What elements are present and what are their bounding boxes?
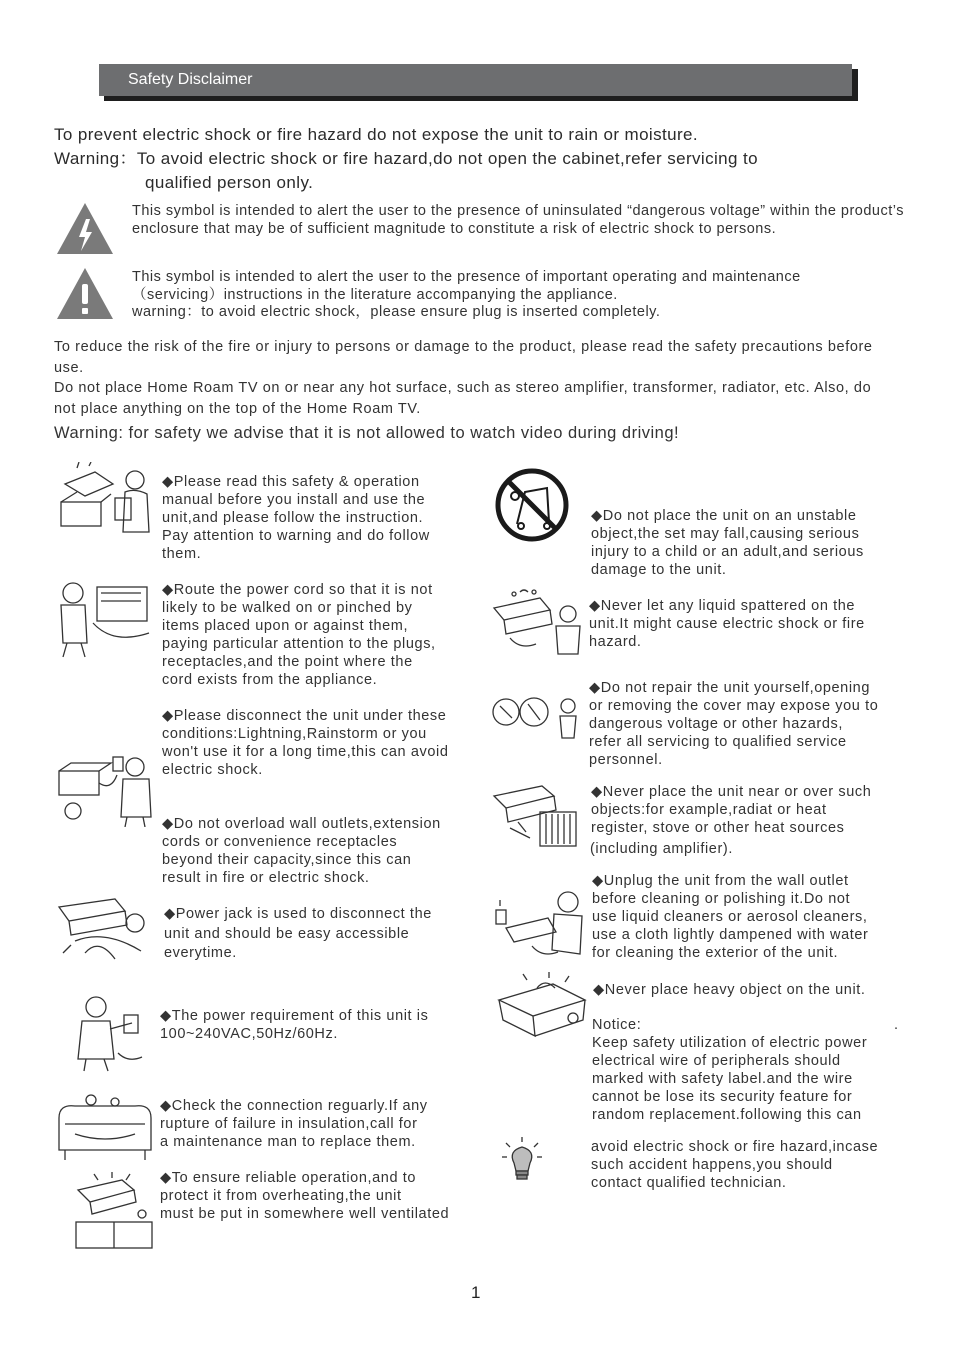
intro-line-1: To prevent electric shock or fire hazard do not expose the unit to rain or moisture.: [54, 125, 699, 144]
section-title: Safety Disclaimer: [128, 71, 253, 88]
general-paragraph-2: Do not place Home Roam TV on or near any hot surface, such as stereo amplifier, transformer, radiator, etc. Also, do not place anything on the top of the Home Roam TV.: [54, 380, 872, 417]
left-item-disconnect: ◆Please disconnect the unit under these conditions:Lightning,Rainstorm or you won't use it for a long time,this can avoid electric shock.: [162, 708, 449, 778]
right-item-liquid: ◆Never let any liquid spattered on the unit.It might cause electric shock or fire hazard.: [589, 598, 865, 650]
notice-text-2: avoid electric shock or fire hazard,incase such accident happens,you should contact qualified technician.: [591, 1139, 879, 1191]
left-item-power-requirement: ◆The power requirement of this unit is 100~240VAC,50Hz/60Hz.: [160, 1008, 429, 1042]
left-item-read-manual: ◆Please read this safety & operation manual before you install and use the unit,and please follow the instruction. Pay attention to warning and do follow them.: [162, 474, 430, 562]
left-item-check-connection: ◆Check the connection reguarly.If any rupture of failure in insulation,call for a maintenance man to replace them.: [160, 1098, 428, 1150]
light-bulb-icon: [500, 1137, 545, 1187]
right-item-cleaning: ◆Unplug the unit from the wall outlet before cleaning or polishing it.Do not use liquid cleaners or aerosol cleaners, use a cloth lightly dampened with water for cleaning the exterior of the unit.: [592, 873, 869, 961]
right-item-heat-amplifier: (including amplifier).: [590, 841, 733, 857]
unstable-cart-prohibited-icon: [493, 466, 571, 544]
exclamation-symbol-line-3: warning：to avoid electric shock，please ensure plug is inserted completely.: [132, 304, 661, 320]
page-number: 1: [471, 1283, 481, 1302]
exclamation-warning-icon: [55, 266, 115, 321]
liquid-spill-illustration: [490, 588, 585, 658]
ventilation-illustration: [72, 1172, 157, 1252]
power-cord-illustration: [53, 573, 155, 658]
notice-dot: .: [894, 1017, 899, 1033]
notice-text-1: Keep safety utilization of electric power electrical wire of peripherals should marked with safety label.and the wire cannot be lose its security feature for random replacement.following this can: [592, 1035, 868, 1123]
left-item-power-cord: ◆Route the power cord so that it is not likely to be walked on or pinched by items placed upon or against them, paying particular attention to the plugs, receptacles,and the point where the cord exists from the appliance.: [162, 582, 436, 688]
right-item-unstable: ◆Do not place the unit on an unstable object,the set may fall,causing serious injury to a child or an adult,and serious damage to the unit.: [591, 508, 864, 578]
right-item-heavy-object: ◆Never place heavy object on the unit.: [593, 982, 866, 998]
disconnect-unit-illustration: [55, 755, 160, 827]
power-jack-illustration: [55, 893, 155, 965]
left-item-power-jack: ◆Power jack is used to disconnect the unit and should be easy accessible everytime.: [164, 906, 432, 961]
power-requirement-illustration: [68, 993, 148, 1073]
left-item-overload: ◆Do not overload wall outlets,extension cords or convenience receptacles beyond their capacity,since this can result in fire or electric shock.: [162, 816, 441, 886]
right-item-heat: ◆Never place the unit near or over such objects:for example,radiat or heat register, stove or other heat sources: [591, 784, 872, 836]
left-item-ventilation: ◆To ensure reliable operation,and to protect it from overheating,the unit must be put in somewhere well ventilated: [160, 1170, 450, 1222]
lightning-warning-icon: [55, 201, 115, 256]
cleaning-illustration: [492, 888, 587, 960]
notice-label: Notice:: [592, 1017, 642, 1033]
heat-source-illustration: [490, 782, 590, 852]
general-paragraph-1: To reduce the risk of the fire or injury to persons or damage to the product, please read the safety precautions before use.: [54, 339, 873, 376]
section-title-bar: [99, 64, 852, 96]
do-not-repair-illustration: [490, 682, 580, 742]
right-item-repair: ◆Do not repair the unit yourself,opening or removing the cover may expose you to dangerous voltage or other hazards, refer all servicing to qualified service personnel.: [589, 680, 879, 768]
exclamation-symbol-line-2: （servicing）instructions in the literature accompanying the appliance.: [132, 287, 618, 303]
driving-warning: Warning: for safety we advise that it is not allowed to watch video during driving!: [54, 424, 680, 442]
check-connection-illustration: [55, 1094, 155, 1164]
intro-line-3: qualified person only.: [145, 173, 314, 192]
heavy-object-illustration: [493, 970, 593, 1045]
intro-line-2: Warning：To avoid electric shock or fire hazard,do not open the cabinet,refer servicing to: [54, 149, 758, 168]
exclamation-symbol-line-1: This symbol is intended to alert the user to the presence of important operating and maintenance: [132, 269, 801, 285]
reading-manual-illustration: [55, 462, 155, 542]
voltage-symbol-text: This symbol is intended to alert the user to the presence of uninsulated “dangerous voltage” within the product’s enclosure that may be of sufficient magnitude to constitute a risk of electric shock to persons.: [132, 203, 904, 237]
